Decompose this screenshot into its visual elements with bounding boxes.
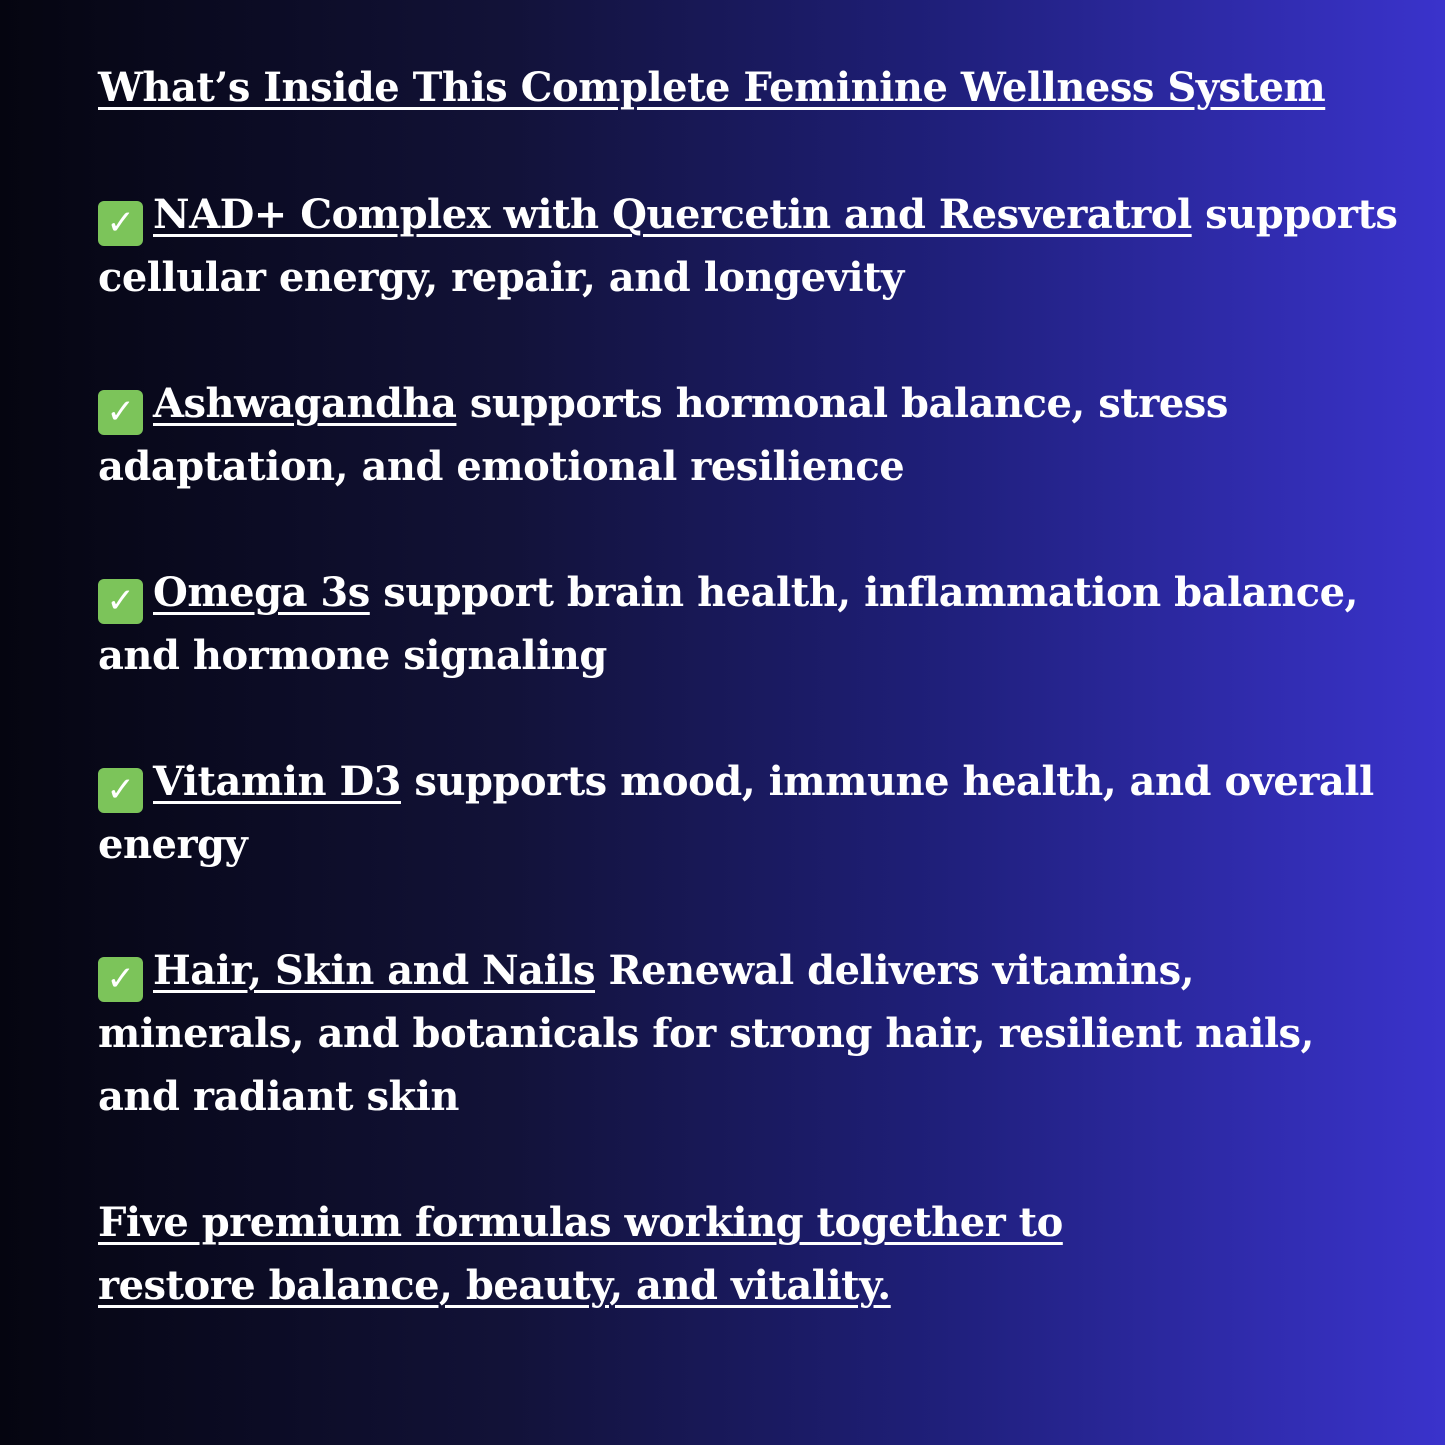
benefit-item-omega xyxy=(98,561,1405,687)
benefit-term: Omega 3s xyxy=(153,569,370,616)
benefit-term: NAD+ Complex with Quercetin and Resveratrol xyxy=(153,191,1192,238)
benefit-term: Vitamin D3 xyxy=(153,758,401,805)
closing-statement: Five premium formulas working together to restore balance, beauty, and vitality. xyxy=(98,1199,1063,1309)
benefit-term: Ashwagandha xyxy=(153,380,457,427)
benefit-item-hair-skin-nails xyxy=(98,939,1405,1128)
check-mark-icon: ✓ xyxy=(98,390,143,435)
check-mark-icon: ✓ xyxy=(98,579,143,624)
benefit-item-vitamin-d3 xyxy=(98,750,1405,876)
benefit-description: supports cellular energy, repair, and longevity xyxy=(98,191,1398,301)
check-mark-icon: ✓ xyxy=(98,768,143,813)
benefit-description: supports hormonal balance, stress adaptation, and emotional resilience xyxy=(98,380,1228,490)
benefit-item-nad xyxy=(98,183,1405,309)
benefit-description: supports mood, immune health, and overall energy xyxy=(98,758,1374,868)
check-mark-icon: ✓ xyxy=(98,201,143,246)
benefit-description: support brain health, inflammation balance, and hormone signaling xyxy=(98,569,1358,679)
benefit-description: Renewal delivers vitamins, minerals, and botanicals for strong hair, resilient nails, and radiant skin xyxy=(98,947,1314,1120)
benefit-term: Hair, Skin and Nails xyxy=(153,947,596,994)
check-mark-icon: ✓ xyxy=(98,957,143,1002)
benefit-item-ashwagandha xyxy=(98,372,1405,498)
page-title: What’s Inside This Complete Feminine Wellness System xyxy=(98,64,1326,111)
